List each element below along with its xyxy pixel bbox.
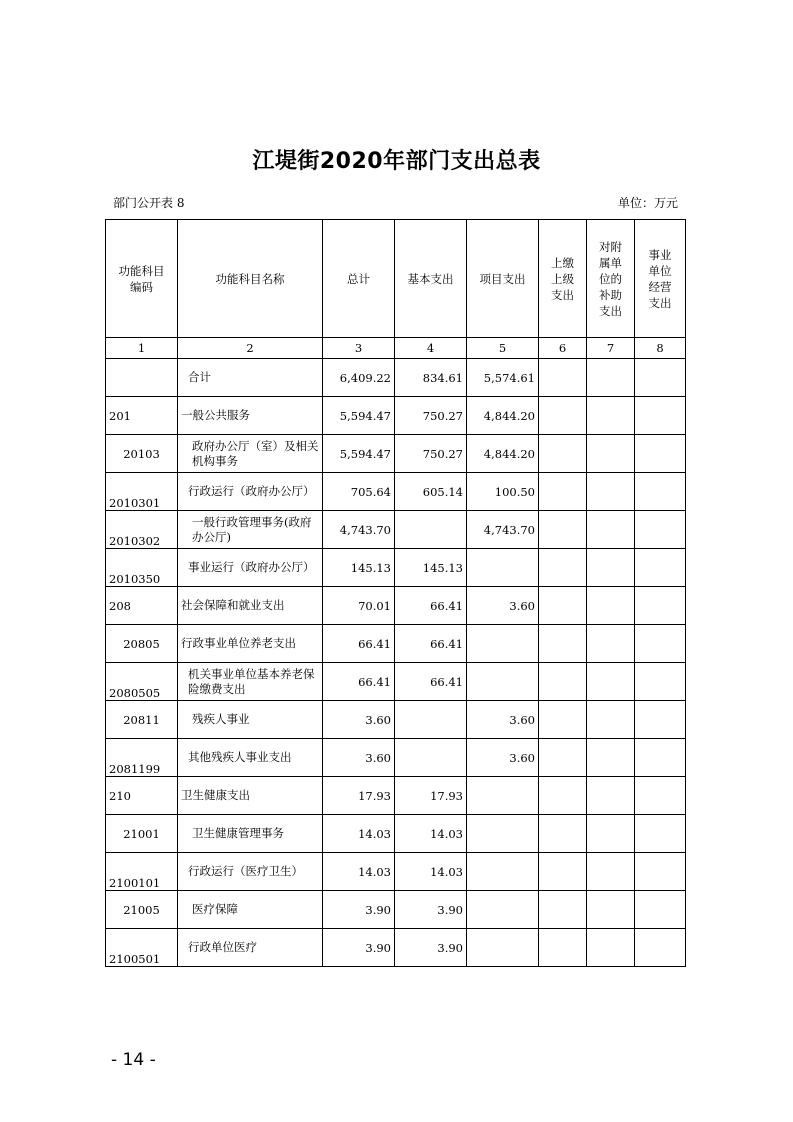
- header-business: 事业单位经营支出: [635, 220, 686, 338]
- table-row: [106, 815, 686, 853]
- cell-name: 其他残疾人事业支出: [178, 739, 323, 777]
- cell-basic: 750.27: [395, 397, 467, 435]
- cell-project: 3.60: [467, 739, 539, 777]
- cell-total: 70.01: [323, 587, 395, 625]
- table-row: [106, 435, 686, 473]
- table-row: [106, 473, 686, 511]
- cell-code: 2081199: [106, 739, 178, 777]
- cell-name: 一般公共服务: [178, 397, 323, 435]
- cell-total: 705.64: [323, 473, 395, 511]
- cell-upper: [539, 587, 587, 625]
- cell-affiliated: [587, 359, 635, 397]
- cell-code: [106, 359, 178, 397]
- cell-project: [467, 663, 539, 701]
- cell-affiliated: [587, 473, 635, 511]
- cell-business: [635, 549, 686, 587]
- cell-upper: [539, 815, 587, 853]
- cell-name: 事业运行（政府办公厅）: [178, 549, 323, 587]
- cell-code: 20811: [106, 701, 178, 739]
- cell-affiliated: [587, 435, 635, 473]
- cell-affiliated: [587, 777, 635, 815]
- cell-project: [467, 929, 539, 967]
- cell-code: 20103: [106, 435, 178, 473]
- table-number: 部门公开表 8: [113, 196, 185, 210]
- cell-basic: 834.61: [395, 359, 467, 397]
- cell-business: [635, 853, 686, 891]
- header-affiliated: 对附属单位的补助支出: [587, 220, 635, 338]
- column-number: 1: [106, 338, 178, 359]
- table-row: [106, 397, 686, 435]
- cell-affiliated: [587, 587, 635, 625]
- expenditure-table: [105, 219, 686, 967]
- cell-name: 机关事业单位基本养老保险缴费支出: [178, 663, 323, 701]
- cell-upper: [539, 625, 587, 663]
- cell-basic: [395, 511, 467, 549]
- cell-project: 3.60: [467, 701, 539, 739]
- cell-basic: 14.03: [395, 853, 467, 891]
- cell-project: 5,574.61: [467, 359, 539, 397]
- cell-total: 66.41: [323, 625, 395, 663]
- cell-project: [467, 891, 539, 929]
- cell-business: [635, 891, 686, 929]
- cell-code: 20805: [106, 625, 178, 663]
- cell-name: 卫生健康管理事务: [178, 815, 323, 853]
- cell-total: 14.03: [323, 815, 395, 853]
- cell-project: 3.60: [467, 587, 539, 625]
- column-number-row: [106, 338, 686, 359]
- column-number: 4: [395, 338, 467, 359]
- cell-name: 一般行政管理事务(政府办公厅): [178, 511, 323, 549]
- column-number: 6: [539, 338, 587, 359]
- cell-project: 4,844.20: [467, 397, 539, 435]
- cell-name: 行政运行（政府办公厅）: [178, 473, 323, 511]
- cell-affiliated: [587, 739, 635, 777]
- cell-upper: [539, 739, 587, 777]
- cell-affiliated: [587, 663, 635, 701]
- table-row: [106, 929, 686, 967]
- cell-basic: 145.13: [395, 549, 467, 587]
- cell-business: [635, 777, 686, 815]
- cell-code: 2010301: [106, 473, 178, 511]
- cell-business: [635, 739, 686, 777]
- cell-upper: [539, 473, 587, 511]
- page-title: 江堤街2020年部门支出总表: [252, 149, 541, 174]
- header-upper: 上缴上级支出: [539, 220, 587, 338]
- cell-basic: 66.41: [395, 587, 467, 625]
- cell-name: 政府办公厅（室）及相关机构事务: [178, 435, 323, 473]
- column-number: 2: [178, 338, 323, 359]
- table-row: [106, 625, 686, 663]
- cell-project: 100.50: [467, 473, 539, 511]
- cell-total: 6,409.22: [323, 359, 395, 397]
- cell-project: 4,844.20: [467, 435, 539, 473]
- cell-basic: 66.41: [395, 625, 467, 663]
- column-number: 5: [467, 338, 539, 359]
- table-row: [106, 549, 686, 587]
- cell-business: [635, 359, 686, 397]
- cell-basic: [395, 739, 467, 777]
- cell-name: 卫生健康支出: [178, 777, 323, 815]
- table-row: [106, 587, 686, 625]
- cell-total: 66.41: [323, 663, 395, 701]
- column-number: 7: [587, 338, 635, 359]
- page-number: - 14 -: [111, 1050, 156, 1070]
- cell-affiliated: [587, 853, 635, 891]
- cell-business: [635, 701, 686, 739]
- cell-upper: [539, 511, 587, 549]
- cell-code: 208: [106, 587, 178, 625]
- cell-code: 2100501: [106, 929, 178, 967]
- table-row: [106, 739, 686, 777]
- cell-upper: [539, 777, 587, 815]
- cell-basic: 17.93: [395, 777, 467, 815]
- cell-business: [635, 929, 686, 967]
- cell-code: 210: [106, 777, 178, 815]
- cell-code: 2080505: [106, 663, 178, 701]
- cell-code: 2010350: [106, 549, 178, 587]
- cell-business: [635, 625, 686, 663]
- cell-name: 行政运行（医疗卫生）: [178, 853, 323, 891]
- cell-total: 3.60: [323, 701, 395, 739]
- table-row: [106, 701, 686, 739]
- cell-business: [635, 663, 686, 701]
- header-name: 功能科目名称: [178, 220, 323, 338]
- cell-basic: 605.14: [395, 473, 467, 511]
- cell-total: 5,594.47: [323, 435, 395, 473]
- cell-total: 17.93: [323, 777, 395, 815]
- cell-code: 21001: [106, 815, 178, 853]
- cell-project: [467, 815, 539, 853]
- cell-affiliated: [587, 929, 635, 967]
- cell-name: 医疗保障: [178, 891, 323, 929]
- header-basic: 基本支出: [395, 220, 467, 338]
- table-row: [106, 891, 686, 929]
- cell-project: [467, 549, 539, 587]
- cell-upper: [539, 929, 587, 967]
- table-row: [106, 663, 686, 701]
- cell-total: 3.90: [323, 929, 395, 967]
- cell-affiliated: [587, 891, 635, 929]
- cell-business: [635, 435, 686, 473]
- cell-affiliated: [587, 701, 635, 739]
- cell-basic: 66.41: [395, 663, 467, 701]
- cell-basic: 3.90: [395, 891, 467, 929]
- cell-upper: [539, 891, 587, 929]
- header-code: 功能科目编码: [106, 220, 178, 338]
- unit-label: 单位：万元: [617, 196, 678, 210]
- cell-code: 21005: [106, 891, 178, 929]
- header-total: 总计: [323, 220, 395, 338]
- cell-code: 2010302: [106, 511, 178, 549]
- cell-business: [635, 397, 686, 435]
- cell-business: [635, 511, 686, 549]
- column-number: 8: [635, 338, 686, 359]
- cell-name: 行政单位医疗: [178, 929, 323, 967]
- table-row: [106, 511, 686, 549]
- cell-basic: 750.27: [395, 435, 467, 473]
- cell-affiliated: [587, 549, 635, 587]
- cell-code: 2100101: [106, 853, 178, 891]
- table-row: [106, 777, 686, 815]
- cell-total: 4,743.70: [323, 511, 395, 549]
- cell-upper: [539, 359, 587, 397]
- cell-total: 14.03: [323, 853, 395, 891]
- cell-project: [467, 625, 539, 663]
- cell-business: [635, 473, 686, 511]
- cell-total: 145.13: [323, 549, 395, 587]
- column-number: 3: [323, 338, 395, 359]
- cell-name: 合计: [178, 359, 323, 397]
- cell-upper: [539, 853, 587, 891]
- cell-upper: [539, 701, 587, 739]
- cell-project: [467, 853, 539, 891]
- cell-name: 行政事业单位养老支出: [178, 625, 323, 663]
- cell-code: 201: [106, 397, 178, 435]
- cell-affiliated: [587, 815, 635, 853]
- cell-total: 3.60: [323, 739, 395, 777]
- cell-upper: [539, 549, 587, 587]
- cell-name: 社会保障和就业支出: [178, 587, 323, 625]
- cell-affiliated: [587, 397, 635, 435]
- cell-business: [635, 587, 686, 625]
- cell-basic: [395, 701, 467, 739]
- cell-project: [467, 777, 539, 815]
- cell-business: [635, 815, 686, 853]
- cell-name: 残疾人事业: [178, 701, 323, 739]
- cell-total: 5,594.47: [323, 397, 395, 435]
- cell-basic: 14.03: [395, 815, 467, 853]
- cell-affiliated: [587, 511, 635, 549]
- cell-project: 4,743.70: [467, 511, 539, 549]
- cell-upper: [539, 397, 587, 435]
- cell-basic: 3.90: [395, 929, 467, 967]
- header-row: [106, 220, 686, 338]
- cell-upper: [539, 663, 587, 701]
- table-row: [106, 853, 686, 891]
- cell-upper: [539, 435, 587, 473]
- header-project: 项目支出: [467, 220, 539, 338]
- cell-affiliated: [587, 625, 635, 663]
- table-row: [106, 359, 686, 397]
- cell-total: 3.90: [323, 891, 395, 929]
